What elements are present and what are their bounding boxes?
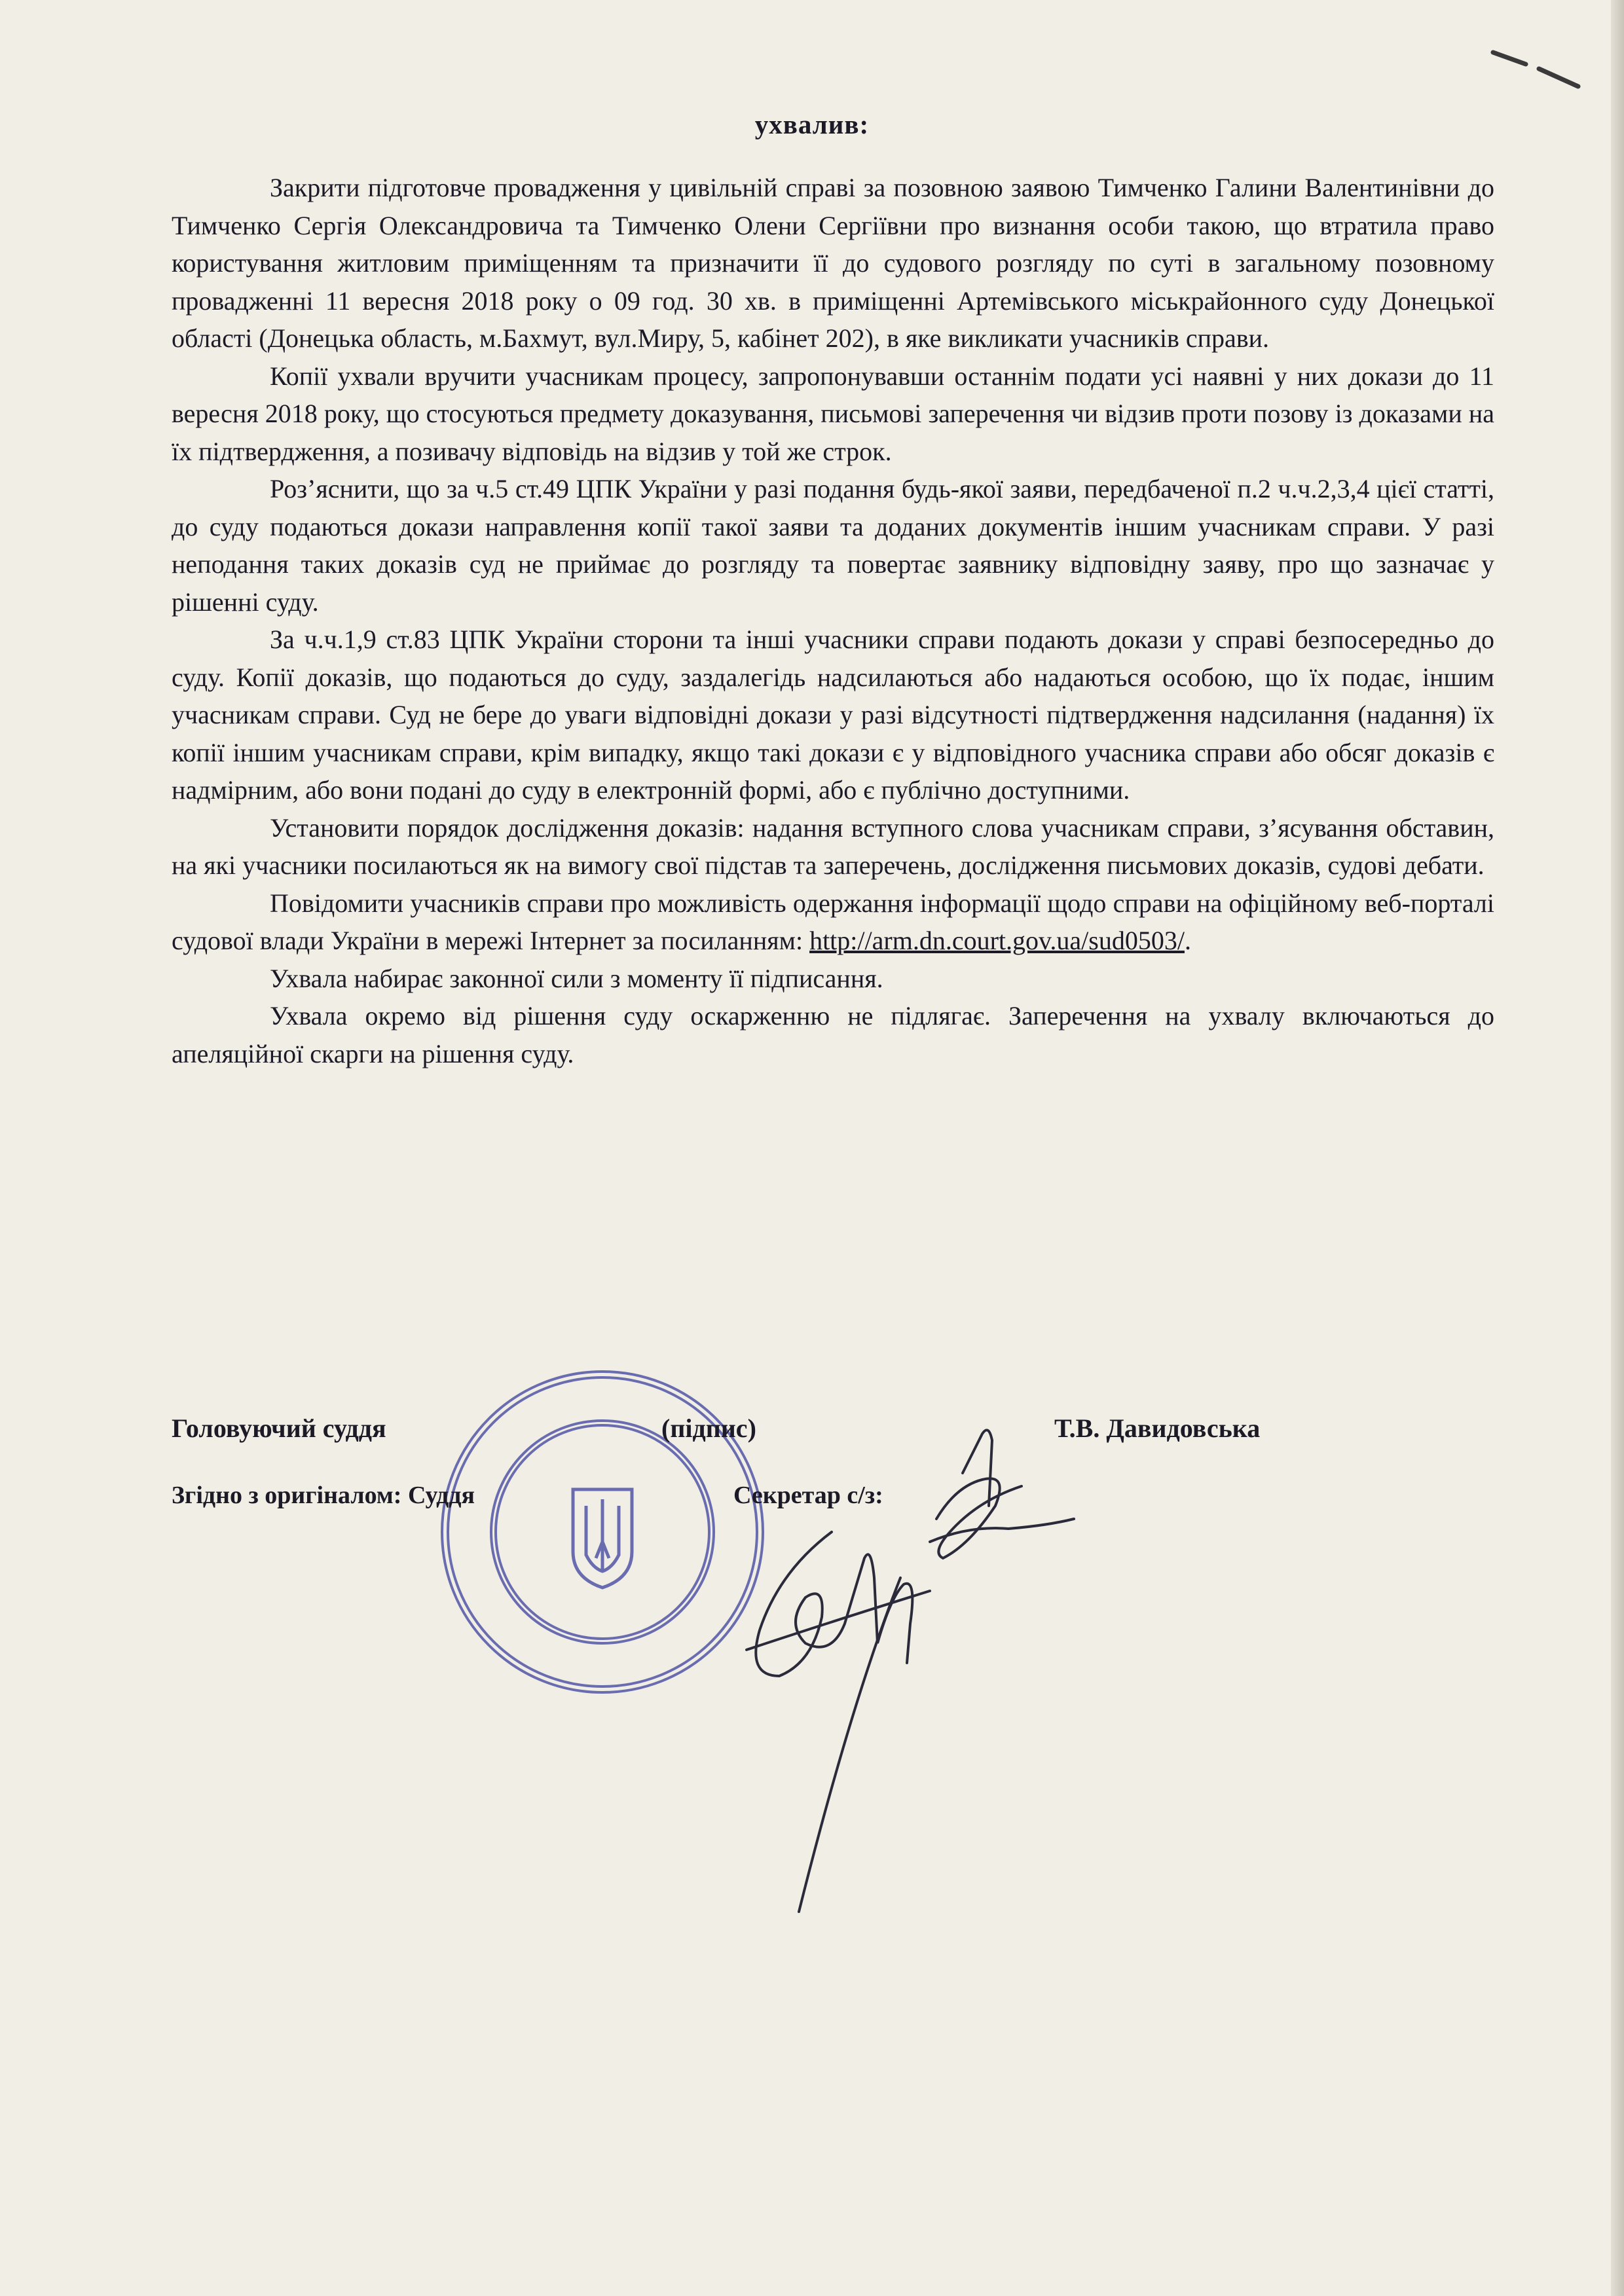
paragraph-procedure: Установити порядок дослідження доказів: надання вступного слова учасникам справи, з’ясування обставин, на які учасники посилаються як на вимогу свої підстав та заперечень, дослідження письмових доказів, судові дебати. [172, 812, 1494, 880]
paragraph-copies: Копії ухвали вручити учасникам процесу, запропонувавши останнім подати усі наявні у них докази до 11 вересня 2018 року, що стосуються предмету доказування, письмові заперечення чи відзив проти позову із доказами на їх підтвердження, а позивачу відповідь на відзив у той же строк. [172, 361, 1494, 466]
paragraph-effective: Ухвала набирає законної сили з моменту її підписання. [270, 963, 883, 993]
paragraph-appeal: Ухвала окремо від рішення суду оскарженню не підлягає. Заперечення на ухвалу включаються до апеляційної скарги на рішення суду. [172, 1001, 1494, 1068]
paragraph-explanation: Роз’яснити, що за ч.5 ст.49 ЦПК України у разі подання будь-якої заяви, передбаченої п.2 ч.ч.2,3,4 цієї статті, до суду подаються докази направлення копії такої заяви та доданих документів іншим учасникам справи. У разі неподання таких доказів суд не приймає до розгляду та повертає заявнику відповідну заяву, про що зазначає у рішенні суду. [172, 474, 1494, 617]
paragraph-close-preparatory: Закрити підготовче провадження у цивільній справі за позовною заявою Тимченко Галини Валентинівни до Тимченко Сергія Олександровича та Тимченко Олени Сергіївни про визнання особи такою, що втратила право користування житловим приміщенням та призначити її до судового розгляду по суті в загальному позовному провадженні 11 вересня 2018 року о 09 год. 30 хв. в приміщенні Артемівського міськрайонного суду Донецької області (Донецька область, м.Бахмут, вул.Миру, 5, кабінет 202), в яке викликати учасників справи. [172, 173, 1494, 353]
decision-body [172, 169, 1494, 1072]
staple-marks [1486, 39, 1591, 98]
judge-name: Т.В. Давидовська [1054, 1413, 1261, 1443]
link-trailing: . [1184, 926, 1191, 955]
page-edge-shadow [1611, 0, 1624, 2296]
signature-note: (підпис) [661, 1413, 756, 1443]
decision-heading: ухвалив: [754, 109, 870, 139]
court-portal-link[interactable]: http://arm.dn.court.gov.ua/sud0503/ [809, 926, 1185, 955]
secretary-label: Секретар с/з: [733, 1482, 883, 1509]
paragraph-evidence: За ч.ч.1,9 ст.83 ЦПК України сторони та інші учасники справи подають докази у справі безпосередньо до суду. Копії доказів, що подаються до суду, заздалегідь надсилаються або надаються особою, що їх подає, іншим учасникам справи. Суд не бере до уваги відповідні докази у разі відсутності підтвердження надсилання (надання) їх копії іншим учасникам справи, крім випадку, якщо такі докази є у відповідного учасника справи або обсяг доказів є надмірним, або вони подані до суду в електронній формі, або є публічно доступними. [172, 625, 1494, 805]
notify-text: Повідомити учасників справи про можливість одержання інформації щодо справи на офіційному веб-порталі судової влади України в мережі Інтернет за посиланням: [172, 888, 1494, 955]
paragraph-notify [172, 884, 1494, 960]
certified-copy-label: Згідно з оригіналом: Суддя [172, 1482, 475, 1509]
judge-title: Головуючий суддя [172, 1413, 386, 1443]
